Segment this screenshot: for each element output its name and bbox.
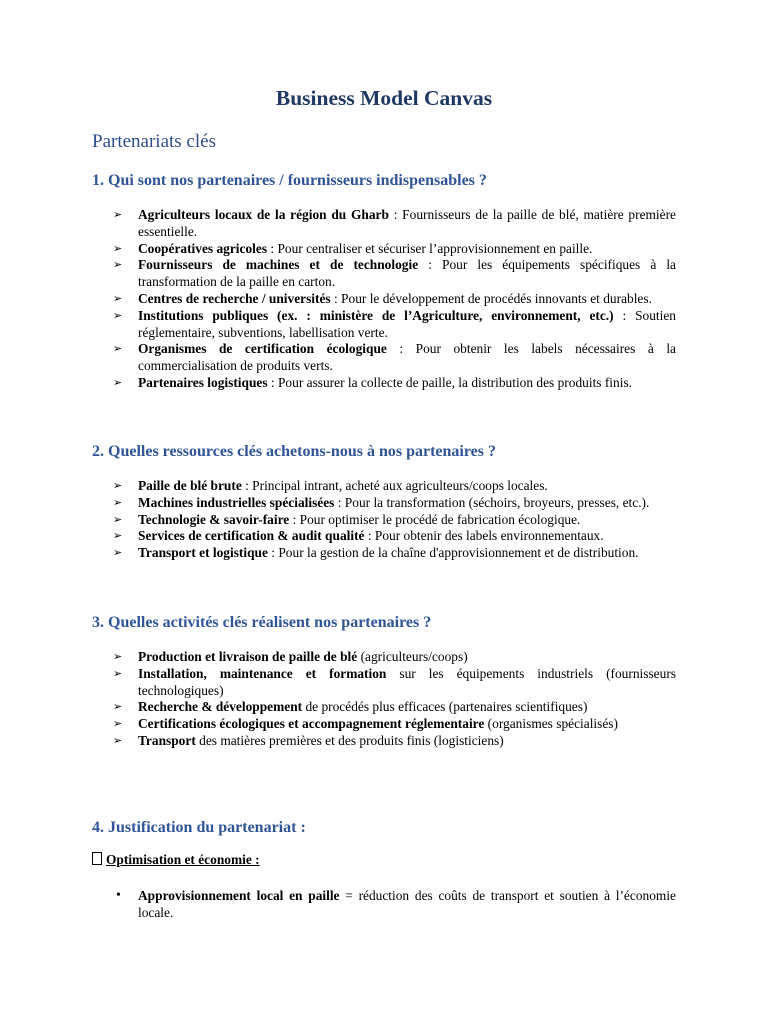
bullet-arrow-icon: ➢	[113, 292, 123, 305]
list-item	[0, 241, 676, 258]
section-heading-4: 4. Justification du partenariat :	[92, 819, 306, 836]
item-term: Approvisionnement local en paille	[138, 888, 340, 903]
item-term: Installation, maintenance et formation	[138, 665, 387, 681]
item-term: Partenaires logistiques	[138, 374, 268, 390]
section-heading-1: 1. Qui sont nos partenaires / fournisseurs indispensables ?	[92, 172, 487, 189]
bullet-arrow-icon: ➢	[113, 734, 123, 747]
list-item	[0, 257, 676, 291]
item-term: Services de certification & audit qualité	[138, 528, 365, 544]
item-term: Transport et logistique	[138, 545, 268, 561]
item-description: : Pour obtenir des labels environnementaux.	[364, 528, 604, 544]
item-description: (agriculteurs/coops)	[357, 649, 468, 664]
list-item	[0, 666, 676, 700]
list-item	[0, 478, 676, 495]
bullet-arrow-icon: ➢	[113, 242, 123, 255]
resources-list	[0, 478, 768, 562]
item-description: : Pour optimiser le procédé de fabrication écologique.	[289, 511, 581, 527]
bullet-arrow-icon: ➢	[113, 667, 123, 680]
section-heading-3: 3. Quelles activités clés réalisent nos partenaires ?	[92, 614, 432, 631]
bullet-arrow-icon: ➢	[113, 701, 123, 714]
section-heading-2: 2. Quelles ressources clés achetons-nous à nos partenaires ?	[92, 443, 496, 460]
item-term: Institutions publiques (ex. : ministère de l’Agriculture, environnement, etc.)	[138, 307, 614, 323]
item-description: : Fournisseurs de la paille de blé, matière première essentielle.	[138, 207, 676, 239]
box-icon	[92, 852, 102, 865]
bullet-arrow-icon: ➢	[113, 309, 123, 322]
item-description: : Pour le développement de procédés innovants et durables.	[330, 290, 652, 306]
justification-list	[0, 888, 768, 922]
list-item	[0, 341, 676, 375]
item-term: Organismes de certification écologique	[138, 341, 387, 357]
item-description: = réduction des coûts de transport et soutien à l’économie locale.	[138, 888, 676, 920]
item-description: : Pour obtenir les labels nécessaires à la commercialisation de produits verts.	[138, 341, 677, 374]
item-term: Paille de blé brute	[138, 478, 242, 493]
bullet-dot-icon: •	[116, 888, 121, 903]
item-term: Production et livraison de paille de blé	[138, 649, 358, 664]
bullet-arrow-icon: ➢	[113, 480, 123, 492]
item-description: de procédés plus efficaces (partenaires scientifiques)	[302, 699, 588, 715]
list-item	[0, 699, 676, 716]
item-term: Agriculteurs locaux de la région du Gharb	[138, 207, 389, 222]
item-description: des matières premières et des produits finis (logisticiens)	[195, 732, 504, 748]
bullet-arrow-icon: ➢	[113, 513, 123, 526]
bullet-arrow-icon: ➢	[113, 651, 123, 663]
list-item	[0, 545, 676, 562]
list-item	[0, 375, 676, 392]
item-term: Machines industrielles spécialisées	[138, 494, 335, 510]
item-term: Technologie & savoir-faire	[138, 511, 290, 527]
bullet-arrow-icon: ➢	[113, 259, 123, 272]
item-term: Recherche & développement	[138, 699, 303, 715]
document-title: Business Model Canvas	[275, 86, 493, 110]
item-description: : Principal intrant, acheté aux agriculteurs/coops locales.	[241, 478, 548, 493]
list-item	[0, 207, 676, 241]
list-item	[0, 291, 676, 308]
bullet-arrow-icon: ➢	[113, 496, 123, 509]
item-description: : Pour la transformation (séchoirs, broyeurs, presses, etc.).	[334, 494, 650, 510]
item-description: (organismes spécialisés)	[484, 716, 618, 732]
bullet-arrow-icon: ➢	[113, 343, 123, 356]
list-item	[0, 528, 676, 545]
item-term: Coopératives agricoles	[138, 240, 268, 256]
list-item	[0, 308, 676, 342]
activities-list	[0, 649, 768, 750]
bullet-arrow-icon: ➢	[113, 718, 123, 731]
list-item	[0, 733, 676, 750]
item-description: : Pour les équipements spécifiques à la transformation de la paille en carton.	[138, 257, 676, 290]
bullet-arrow-icon: ➢	[113, 376, 123, 389]
item-term: Centres de recherche / universités	[138, 290, 331, 306]
item-term: Transport	[138, 732, 196, 748]
item-description: : Pour centraliser et sécuriser l’approvisionnement en paille.	[267, 240, 593, 256]
list-item	[0, 888, 676, 922]
list-item	[0, 512, 676, 529]
item-description: : Pour la gestion de la chaîne d'approvisionnement et de distribution.	[267, 545, 639, 561]
item-description: : Pour assurer la collecte de paille, la distribution des produits finis.	[267, 374, 633, 390]
bullet-arrow-icon: ➢	[113, 209, 123, 221]
list-item	[0, 649, 676, 666]
bullet-arrow-icon: ➢	[113, 530, 123, 543]
justification-subheading: Optimisation et économie :	[92, 852, 260, 868]
list-item	[0, 716, 676, 733]
item-term: Certifications écologiques et accompagnement réglementaire	[138, 716, 485, 732]
section-subtitle: Partenariats clés	[92, 131, 216, 152]
bullet-arrow-icon: ➢	[113, 547, 123, 560]
item-description: : Soutien réglementaire, subventions, labellisation verte.	[138, 307, 676, 340]
item-description: sur les équipements industriels (fournisseurs technologiques)	[138, 665, 676, 698]
partners-list	[0, 207, 768, 392]
item-term: Fournisseurs de machines et de technologie	[138, 257, 419, 273]
list-item	[0, 495, 676, 512]
